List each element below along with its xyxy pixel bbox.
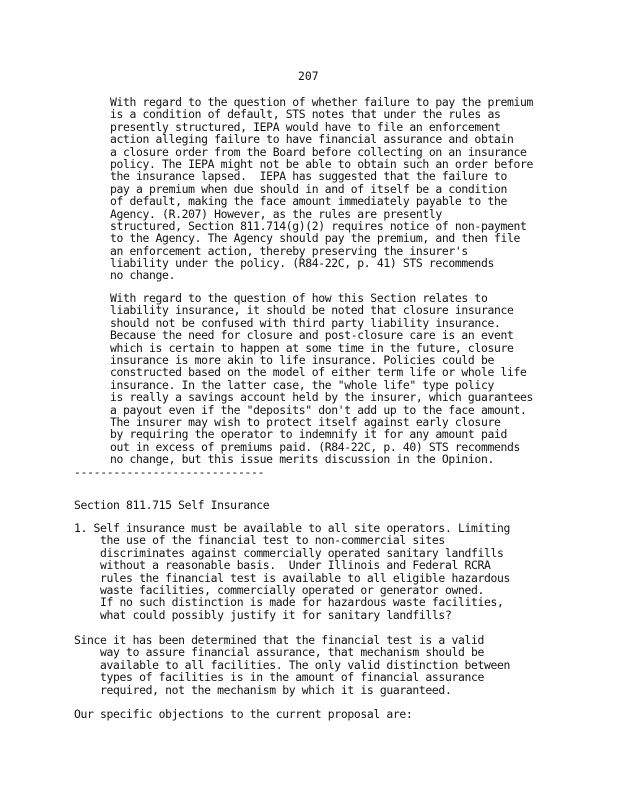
text-line: should not be confused with third party liability insurance.	[110, 315, 501, 330]
text-line: required, not the mechanism by which it is guaranteed.	[74, 682, 452, 697]
text-line: of default, making the face amount immediately payable to the	[110, 194, 507, 209]
text-line: constructed based on the model of either term life or whole life	[110, 365, 527, 380]
text-line: no change, but this issue merits discussion in the Opinion.	[110, 452, 494, 467]
text-line: without a reasonable basis. Under Illinois and Federal RCRA	[74, 558, 491, 573]
text-line: liability under the policy. (R84-22C, p. 41) STS recommends	[110, 256, 494, 271]
closing-line: Our specific objections to the current proposal are:	[74, 707, 413, 721]
text-line: 1. Self insurance must be available to all site operators. Limiting	[74, 521, 511, 535]
text-line: If no such distinction is made for hazardous waste facilities,	[74, 595, 504, 610]
text-line: what could possibly justify it for sanitary landfills?	[74, 607, 452, 622]
text-line: an enforcement action, thereby preserving the insurer's	[110, 243, 468, 258]
comment-paragraph-2	[110, 292, 533, 465]
text-line: structured, Section 811.714(g)(2) requires notice of non-payment	[110, 218, 527, 233]
section-heading	[74, 499, 269, 511]
text-line: rules the financial test is available to all eligible hazardous	[74, 570, 511, 585]
text-line: the insurance lapsed. IEPA has suggested that the failure to	[110, 169, 507, 184]
text-line: no change.	[110, 268, 176, 283]
text-line: is really a savings account held by the insurer, which guarantees	[110, 390, 534, 405]
text-line: types of facilities is in the amount of financial assurance	[74, 670, 484, 685]
text-line: discriminates against commercially operated sanitary landfills	[74, 545, 504, 560]
text-line: available to all facilities. The only valid distinction between	[74, 657, 511, 672]
text-line: Because the need for closure and post-closure care is an event	[110, 328, 514, 343]
text-line: which is certain to happen at some time in the future, closure	[110, 340, 514, 355]
text-line: policy. The IEPA might not be able to obtain such an order before	[110, 156, 534, 171]
text-line: way to assure financial assurance, that mechanism should be	[74, 645, 484, 660]
text-line: to the Agency. The Agency should pay the premium, and then file	[110, 231, 520, 246]
text-line: action alleging failure to have financial assurance and obtain	[110, 132, 514, 147]
text-line: is a condition of default, STS notes that under the rules as	[110, 107, 501, 122]
text-line: The insurer may wish to protect itself against early closure	[110, 414, 501, 429]
text-line: With regard to the question of how this Section relates to	[110, 291, 488, 305]
page-number: 207	[298, 69, 319, 83]
section-title: Section 811.715 Self Insurance	[74, 498, 270, 512]
text-line: insurance. In the latter case, the "whole life" type policy	[110, 377, 494, 392]
text-line: Agency. (R.207) However, as the rules are presently	[110, 206, 442, 221]
comment-divider: -----------------------------	[74, 465, 265, 479]
text-line: a closure order from the Board before collecting on an insurance	[110, 144, 527, 159]
comment-paragraph-1	[110, 96, 533, 282]
text-line: the use of the financial test to non-commercial sites	[74, 533, 445, 548]
text-line: by requiring the operator to indemnify it for any amount paid	[110, 427, 507, 442]
text-line: out in excess of premiums paid. (R84-22C, p. 40) STS recommends	[110, 439, 520, 454]
paragraph-since	[74, 634, 510, 696]
text-line: a payout even if the "deposits" don't add up to the face amount.	[110, 402, 527, 417]
text-line: presently structured, IEPA would have to file an enforcement	[110, 119, 501, 134]
text-line: Since it has been determined that the financial test is a valid	[74, 633, 484, 647]
closing-line-block	[74, 708, 412, 720]
text-line: insurance is more akin to life insurance. Policies could be	[110, 352, 494, 367]
text-line: With regard to the question of whether failure to pay the premium	[110, 95, 534, 109]
item-1	[74, 522, 510, 621]
text-line: waste facilities, commercially operated or generator owned.	[74, 582, 484, 597]
text-line: pay a premium when due should in and of itself be a condition	[110, 181, 507, 196]
text-line: liability insurance, it should be noted that closure insurance	[110, 303, 514, 318]
